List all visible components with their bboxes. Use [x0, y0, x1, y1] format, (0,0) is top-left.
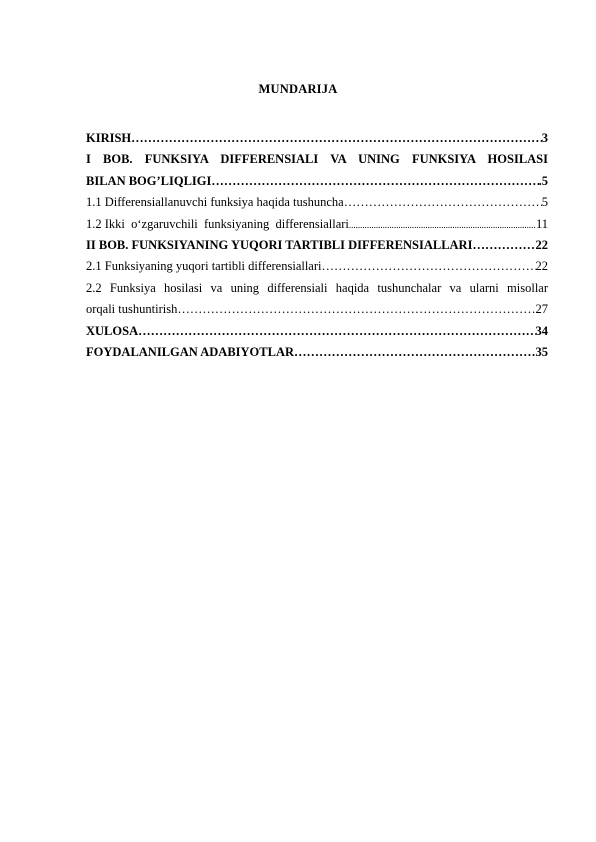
dot-leader	[177, 299, 535, 320]
toc-page-number: 34	[535, 323, 548, 338]
dot-leader	[344, 192, 542, 213]
toc-page-number: .5	[538, 173, 548, 188]
toc-page-number: 22	[535, 259, 548, 274]
toc-entry-label: II BOB. FUNKSIYANING YUQORI TARTIBLI DIFFERENSIALLARI	[86, 237, 473, 252]
toc-entry-bob2[interactable]	[86, 235, 548, 256]
toc-page-number: 35	[535, 344, 548, 359]
toc-entry-2-2-line2[interactable]	[86, 299, 548, 320]
table-of-contents	[86, 128, 548, 363]
toc-page-number: 27	[535, 302, 548, 317]
toc-entry-label: 1.1 Differensiallanuvchi funksiya haqida tushuncha	[86, 195, 344, 210]
toc-entry-kirish[interactable]	[86, 128, 548, 149]
toc-page-number: 3	[541, 131, 548, 145]
toc-page-number: 5	[541, 195, 548, 210]
dot-leader	[472, 235, 535, 256]
toc-entry-1-1[interactable]	[86, 192, 548, 213]
toc-entry-1-2[interactable]	[86, 214, 548, 235]
dot-leader	[322, 256, 536, 277]
dot-leader	[349, 214, 536, 236]
dot-leader	[211, 171, 538, 192]
toc-entry-bob1-line1[interactable]: I BOB. FUNKSIYA DIFFERENSIALI VA UNING FUNKSIYA HOSILASI	[86, 152, 548, 167]
toc-entry-2-1[interactable]	[86, 256, 548, 277]
toc-entry-label: XULOSA	[86, 323, 139, 338]
toc-entry-label: KIRISH	[86, 131, 132, 145]
toc-page-number: 22	[535, 237, 548, 252]
toc-entry-label: 2.1 Funksiyaning yuqori tartibli differensiallari	[86, 259, 322, 274]
toc-entry-bob1-line2[interactable]	[86, 171, 548, 192]
dot-leader	[294, 342, 535, 363]
dot-leader	[131, 128, 542, 149]
page-title: MUNDARIJA	[258, 82, 338, 96]
toc-entry-adabiyotlar[interactable]	[86, 342, 548, 363]
toc-entry-label: FOYDALANILGAN ADABIYOTLAR	[86, 344, 295, 359]
toc-entry-label: 1.2 Ikki o‘zgaruvchili funksiyaning differensiallari	[86, 216, 349, 231]
toc-entry-label: BILAN BOG’LIQLIGI	[86, 173, 212, 188]
dot-leader	[138, 321, 535, 342]
toc-entry-2-2-line1[interactable]: 2.2 Funksiya hosilasi va uning differensiali haqida tushunchalar va ularni misollar	[86, 280, 548, 295]
toc-entry-label: orqali tushuntirish	[86, 302, 178, 317]
toc-page-number: 11	[535, 216, 548, 231]
toc-entry-xulosa[interactable]	[86, 321, 548, 342]
